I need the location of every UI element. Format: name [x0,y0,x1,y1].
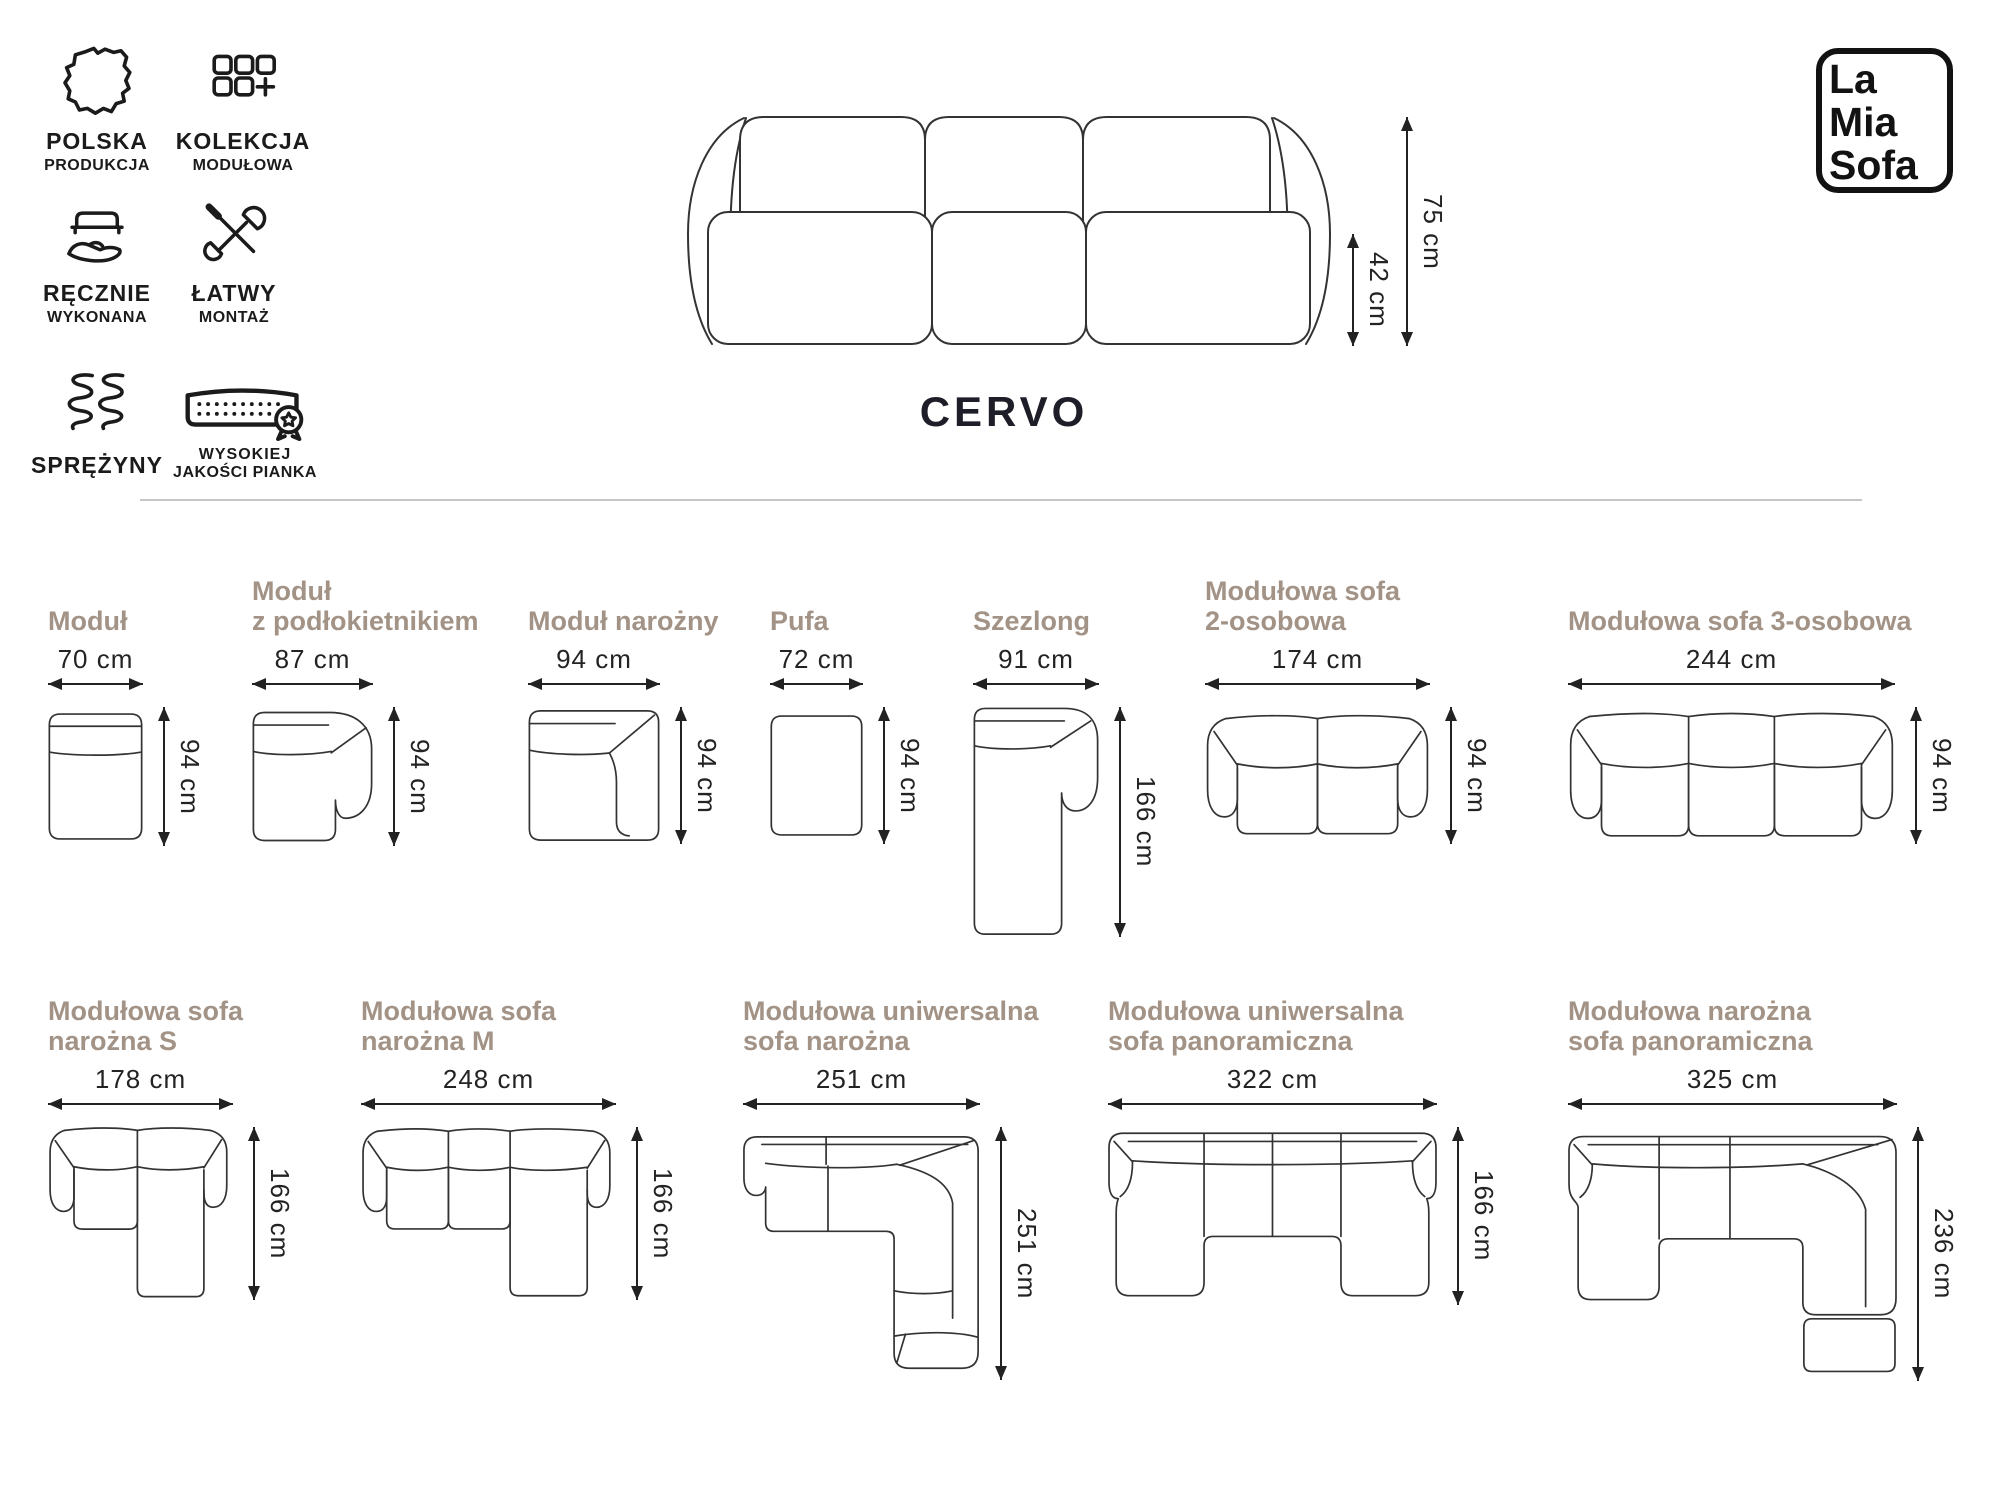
springs-icon [55,364,139,446]
badge-label: ŁATWY [191,280,277,306]
badge-sublabel: JAKOŚCI PIANKA [173,464,317,481]
width-arrow [48,1103,233,1105]
module-title: Modułowa narożna sofa panoramiczna [1568,996,1813,1056]
height-arrow [1917,1127,1919,1381]
total-height-dimension [1406,117,1448,346]
width-arrow [1568,683,1895,685]
collection-title: CERVO [919,388,1089,435]
badge-kolekcja-modulowa [175,40,311,175]
height-dimension: 166 cm [1457,1127,1499,1305]
height-dimension: 236 cm [1917,1127,1959,1381]
module-diagram [361,1127,616,1300]
height-arrow [1457,1127,1459,1305]
width-arrow [252,683,373,685]
module-diagram [770,707,863,844]
height-dimension: 94 cm [393,707,435,846]
module-title: Modułowa sofa narożna M [361,996,556,1056]
section-divider [140,499,1862,501]
module-card-narozna-s [48,992,295,1300]
total-height-arrow [1406,117,1408,346]
badge-wysokiej-jakosci-pianka [170,372,320,482]
width-arrow [770,683,863,685]
height-arrow [253,1127,255,1300]
width-dimension: 244 cm [1568,644,1895,685]
height-arrow [1450,707,1452,844]
module-diagram [1108,1127,1437,1305]
height-arrow [393,707,395,846]
module-card-uniwersalna-panoramiczna [1108,992,1499,1305]
module-card-modul-z-podlokietnikiem [252,572,479,846]
module-diagram [48,707,143,846]
module-card-narozna-m [361,992,678,1300]
height-arrow [163,707,165,846]
badge-sublabel: PRODUKCJA [44,157,150,174]
module-diagram [1568,707,1895,844]
badge-label: WYSOKIEJ [198,446,292,463]
width-dimension: 251 cm [743,1064,980,1105]
logo-line: Sofa [1829,142,1918,188]
badge-sublabel: MONTAŻ [198,309,270,326]
badge-polska-produkcja [38,40,156,175]
width-arrow [1205,683,1430,685]
easy-assembly-icon [194,194,274,274]
width-dimension: 94 cm [528,644,660,685]
module-title: Szezlong [973,606,1091,636]
module-title: Modułowa sofa 3-osobowa [1568,606,1912,636]
badge-sprezyny [31,364,163,481]
module-title: Modułowa sofa narożna S [48,996,243,1056]
width-arrow [1568,1103,1897,1105]
module-title: Pufa [770,606,829,636]
module-title: Modułowa uniwersalna sofa panoramiczna [1108,996,1404,1056]
width-dimension: 87 cm [252,644,373,685]
handmade-icon [54,194,140,274]
module-card-sofa-2-osobowa [1205,572,1492,844]
width-dimension: 91 cm [973,644,1099,685]
seat-height-arrow [1352,234,1354,346]
width-dimension: 248 cm [361,1064,616,1105]
module-card-pufa [770,572,925,844]
badge-label: KOLEKCJA [175,128,311,154]
module-card-uniwersalna-narozna [743,992,1042,1380]
height-arrow [1915,707,1917,844]
badge-latwy-montaz [176,194,292,327]
height-dimension: 94 cm [680,707,722,844]
height-dimension: 94 cm [163,707,205,846]
la-mia-sofa-logo [1816,48,1953,193]
module-diagram [1568,1127,1897,1381]
badge-label: RĘCZNIE [43,280,151,306]
width-arrow [973,683,1099,685]
width-dimension: 178 cm [48,1064,233,1105]
seat-height-label: 42 cm [1364,252,1394,328]
width-dimension: 72 cm [770,644,863,685]
seat-height-dimension [1352,234,1394,346]
modular-collection-icon [201,40,285,122]
height-dimension: 166 cm [253,1127,295,1300]
module-diagram [48,1127,233,1300]
height-arrow [636,1127,638,1300]
module-card-sofa-3-osobowa [1568,572,1957,844]
height-dimension: 251 cm [1000,1127,1042,1380]
poland-map-icon [55,40,139,122]
height-dimension: 94 cm [1915,707,1957,844]
module-diagram [973,707,1099,937]
module-title: Moduł [48,606,128,636]
height-dimension: 94 cm [1450,707,1492,844]
module-card-narozna-panoramiczna [1568,992,1959,1381]
width-dimension: 70 cm [48,644,143,685]
badge-recznie-wykonana [38,194,156,327]
height-dimension: 94 cm [883,707,925,844]
height-arrow [680,707,682,844]
width-arrow [743,1103,980,1105]
height-arrow [1000,1127,1002,1380]
logo-line: La [1829,56,1877,102]
module-diagram [528,707,660,844]
width-dimension: 174 cm [1205,644,1430,685]
module-diagram [252,707,373,846]
height-dimension: 166 cm [636,1127,678,1300]
module-card-szezlong [973,572,1161,937]
width-dimension: 325 cm [1568,1064,1897,1105]
width-arrow [48,683,143,685]
badge-label: SPRĘŻYNY [31,452,163,478]
module-diagram [743,1127,980,1380]
module-title: Moduł z podłokietnikiem [252,576,479,636]
width-dimension: 322 cm [1108,1064,1437,1105]
module-title: Moduł narożny [528,606,719,636]
width-arrow [361,1103,616,1105]
module-title: Modułowa uniwersalna sofa narożna [743,996,1039,1056]
height-arrow [1119,707,1121,937]
badge-label: POLSKA [46,128,148,154]
height-dimension: 166 cm [1119,707,1161,937]
module-card-modul [48,572,205,846]
module-diagram [1205,707,1430,844]
high-quality-foam-icon [181,372,309,442]
width-arrow [1108,1103,1437,1105]
logo-line: Mia [1829,99,1898,145]
badge-sublabel: WYKONANA [47,309,147,326]
sofa-front-view-diagram [684,112,1334,348]
badge-sublabel: MODUŁOWA [192,157,294,174]
module-card-modul-narozny [528,572,722,844]
total-height-label: 75 cm [1418,193,1448,270]
height-arrow [883,707,885,844]
width-arrow [528,683,660,685]
module-title: Modułowa sofa 2-osobowa [1205,576,1400,636]
